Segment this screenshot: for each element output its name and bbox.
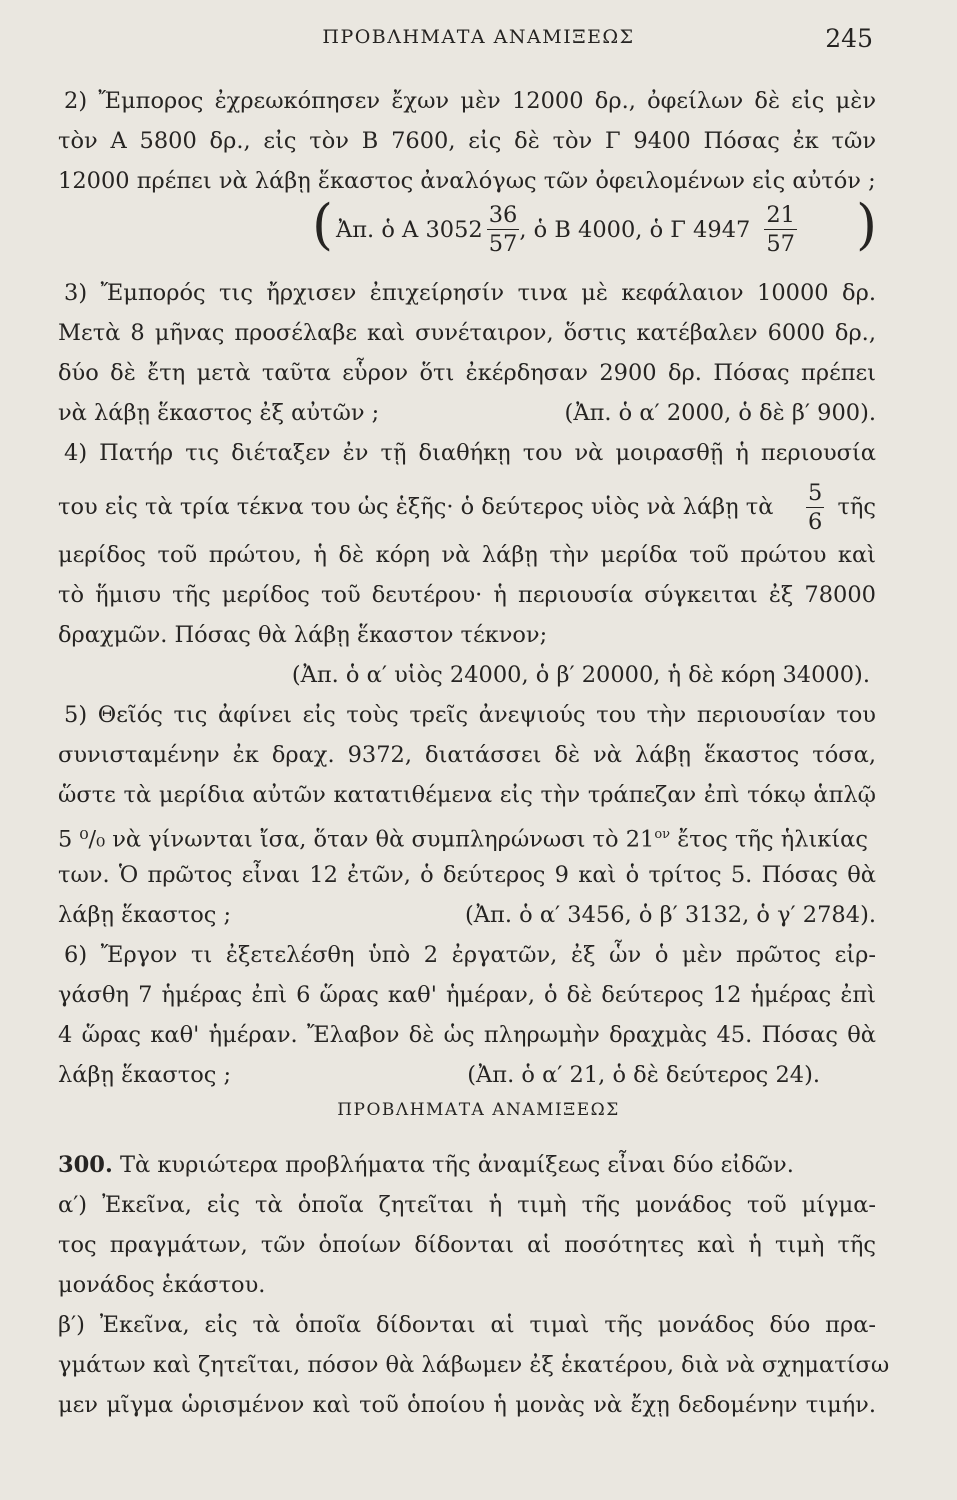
problem-5-answer: (Ἀπ. ὁ α′ 3456, ὁ β′ 3132, ὁ γ′ 2784). [465, 902, 876, 928]
problem-3-answer: (Ἀπ. ὁ α′ 2000, ὁ δὲ β′ 900). [564, 400, 876, 426]
problem-4-line-3: μερίδος τοῦ πρώτου, ἡ δὲ κόρη νὰ λάβῃ τὴν μερίδα τοῦ πρώτου καὶ [58, 542, 876, 568]
problem-5-line-2: συνισταμένην ἐκ δραχ. 9372, διατάσσει δὲ νὰ λάβῃ ἕκαστος τόσα, [58, 742, 876, 768]
answer-left-paren: ( [312, 193, 334, 256]
section-heading: ΠΡΟΒΛΗΜΑΤΑ ΑΝΑΜΙΞΕΩΣ [337, 1100, 620, 1120]
paragraph-a-line-2: τος πραγμάτων, τῶν ὁποίων δίδονται αἱ ποσότητες καὶ ἡ τιμὴ τῆς [58, 1232, 876, 1258]
answer-mid: , ὁ Β 4000, ὁ Γ 4947 [519, 216, 751, 243]
paragraph-b-line-2: γμάτων καὶ ζητεῖται, πόσον θὰ λάβωμεν ἐξ ἑκατέρου, διὰ νὰ σχηματίσω [58, 1352, 890, 1378]
paragraph-300-line-1: 300. Τὰ κυριώτερα προβλήματα τῆς ἀναμίξεως εἶναι δύο εἰδῶν. [58, 1152, 794, 1178]
fraction-5-6: $\frac{5}{6}$ [808, 480, 823, 535]
paragraph-a-line-1: α′) Ἐκεῖνα, εἰς τὰ ὁποῖα ζητεῖται ἡ τιμὴ τῆς μονάδος τοῦ μίγμα- [58, 1192, 876, 1218]
problem-6-answer: (Ἀπ. ὁ α′ 21, ὁ δὲ δεύτερος 24). [467, 1062, 820, 1088]
problem-2-line-3: 12000 πρέπει νὰ λάβῃ ἕκαστος ἀναλόγως τῶν ὀφειλομένων εἰς αὐτόν ; [58, 168, 876, 194]
answer-prefix: Ἀπ. ὁ Α 3052 [336, 216, 483, 243]
fraction-21-57: $\frac{21}{57}$ [766, 202, 795, 257]
paragraph-a-line-3: μονάδος ἑκάστου. [58, 1272, 266, 1298]
problem-2-line-1: 2) Ἔμπορος ἐχρεωκόπησεν ἔχων μὲν 12000 δρ., ὀφείλων δὲ εἰς μὲν [64, 88, 876, 114]
problem-3-line-3: δύο δὲ ἔτη μετὰ ταῦτα εὗρον ὅτι ἐκέρδησαν 2900 δρ. Πόσας πρέπει [58, 360, 876, 386]
problem-6-line-1: 6) Ἔργον τι ἐξετελέσθη ὑπὸ 2 ἐργατῶν, ἐξ ὧν ὁ μὲν πρῶτος εἰρ- [64, 942, 876, 968]
paragraph-b-line-1: β′) Ἐκεῖνα, εἰς τὰ ὁποῖα δίδονται αἱ τιμαὶ τῆς μονάδος δύο πρα- [58, 1312, 876, 1338]
problem-3-line-2: Μετὰ 8 μῆνας προσέλαβε καὶ συνέταιρον, ὅστις κατέβαλεν 6000 δρ., [58, 320, 876, 346]
problem-6-line-3: 4 ὥρας καθ' ἡμέραν. Ἔλαβον δὲ ὡς πληρωμὴν δραχμὰς 45. Πόσας θὰ [58, 1022, 876, 1048]
problem-5-line-5: των. Ὁ πρῶτος εἶναι 12 ἐτῶν, ὁ δεύτερος 9 καὶ ὁ τρίτος 5. Πόσας θὰ [58, 862, 876, 888]
problem-6-line-2: γάσθη 7 ἡμέρας ἐπὶ 6 ὥρας καθ' ἡμέραν, ὁ δὲ δεύτερος 12 ἡμέρας ἐπὶ [58, 982, 876, 1008]
problem-2-answer [336, 204, 797, 255]
problem-4-line-1: 4) Πατήρ τις διέταξεν ἐν τῇ διαθήκῃ του νὰ μοιρασθῇ ἡ περιουσία [64, 440, 876, 466]
problem-4-line-2: του εἰς τὰ τρία τέκνα του ὡς ἑξῆς· ὁ δεύτερος υἱὸς νὰ λάβῃ τὰ $\frac{5}{6}$ τῆς [58, 480, 876, 535]
problem-3-line-4: νὰ λάβῃ ἕκαστος ἐξ αὐτῶν ; [58, 400, 380, 426]
problem-4-line-5: δραχμῶν. Πόσας θὰ λάβῃ ἕκαστον τέκνον; [58, 622, 548, 648]
problem-2-line-2: τὸν Α 5800 δρ., εἰς τὸν Β 7600, εἰς δὲ τὸν Γ 9400 Πόσας ἐκ τῶν [58, 128, 876, 154]
page-number: 245 [825, 24, 873, 53]
problem-5-line-6: λάβῃ ἕκαστος ; [58, 902, 232, 928]
problem-5-line-4: 5 ⁰/₀ νὰ γίνωνται ἴσα, ὅταν θὰ συμπληρώνωσι τὸ $21^{o\nu}$ ἔτος τῆς ἡλικίας [58, 826, 868, 853]
problem-5-line-3: ὥστε τὰ μερίδια αὐτῶν κατατιθέμενα εἰς τὴν τράπεζαν ἐπὶ τόκῳ ἁπλῷ [58, 782, 876, 808]
problem-4-line-4: τὸ ἥμισυ τῆς μερίδος τοῦ δευτέρου· ἡ περιουσία σύγκειται ἐξ 78000 [58, 582, 876, 608]
fraction-36-57: $\frac{36}{57}$ [488, 202, 518, 257]
problem-3-line-1: 3) Ἔμπορός τις ἤρχισεν ἐπιχείρησίν τινα μὲ κεφάλαιον 10000 δρ. [64, 280, 876, 306]
paragraph-b-line-3: μεν μῖγμα ὡρισμένον καὶ τοῦ ὁποίου ἡ μονὰς νὰ ἔχῃ δεδομένην τιμήν. [58, 1392, 876, 1418]
problem-4-answer: (Ἀπ. ὁ α′ υἱὸς 24000, ὁ β′ 20000, ἡ δὲ κόρη 34000). [291, 662, 870, 688]
problem-6-line-4: λάβῃ ἕκαστος ; [58, 1062, 232, 1088]
answer-right-paren: ) [856, 193, 878, 256]
paragraph-number: 300. [58, 1152, 113, 1178]
running-header: ΠΡΟΒΛΗΜΑΤΑ ΑΝΑΜΙΞΕΩΣ [322, 26, 635, 48]
problem-5-line-1: 5) Θεῖός τις ἀφίνει εἰς τοὺς τρεῖς ἀνεψιούς του τὴν περιουσίαν του [64, 702, 876, 728]
